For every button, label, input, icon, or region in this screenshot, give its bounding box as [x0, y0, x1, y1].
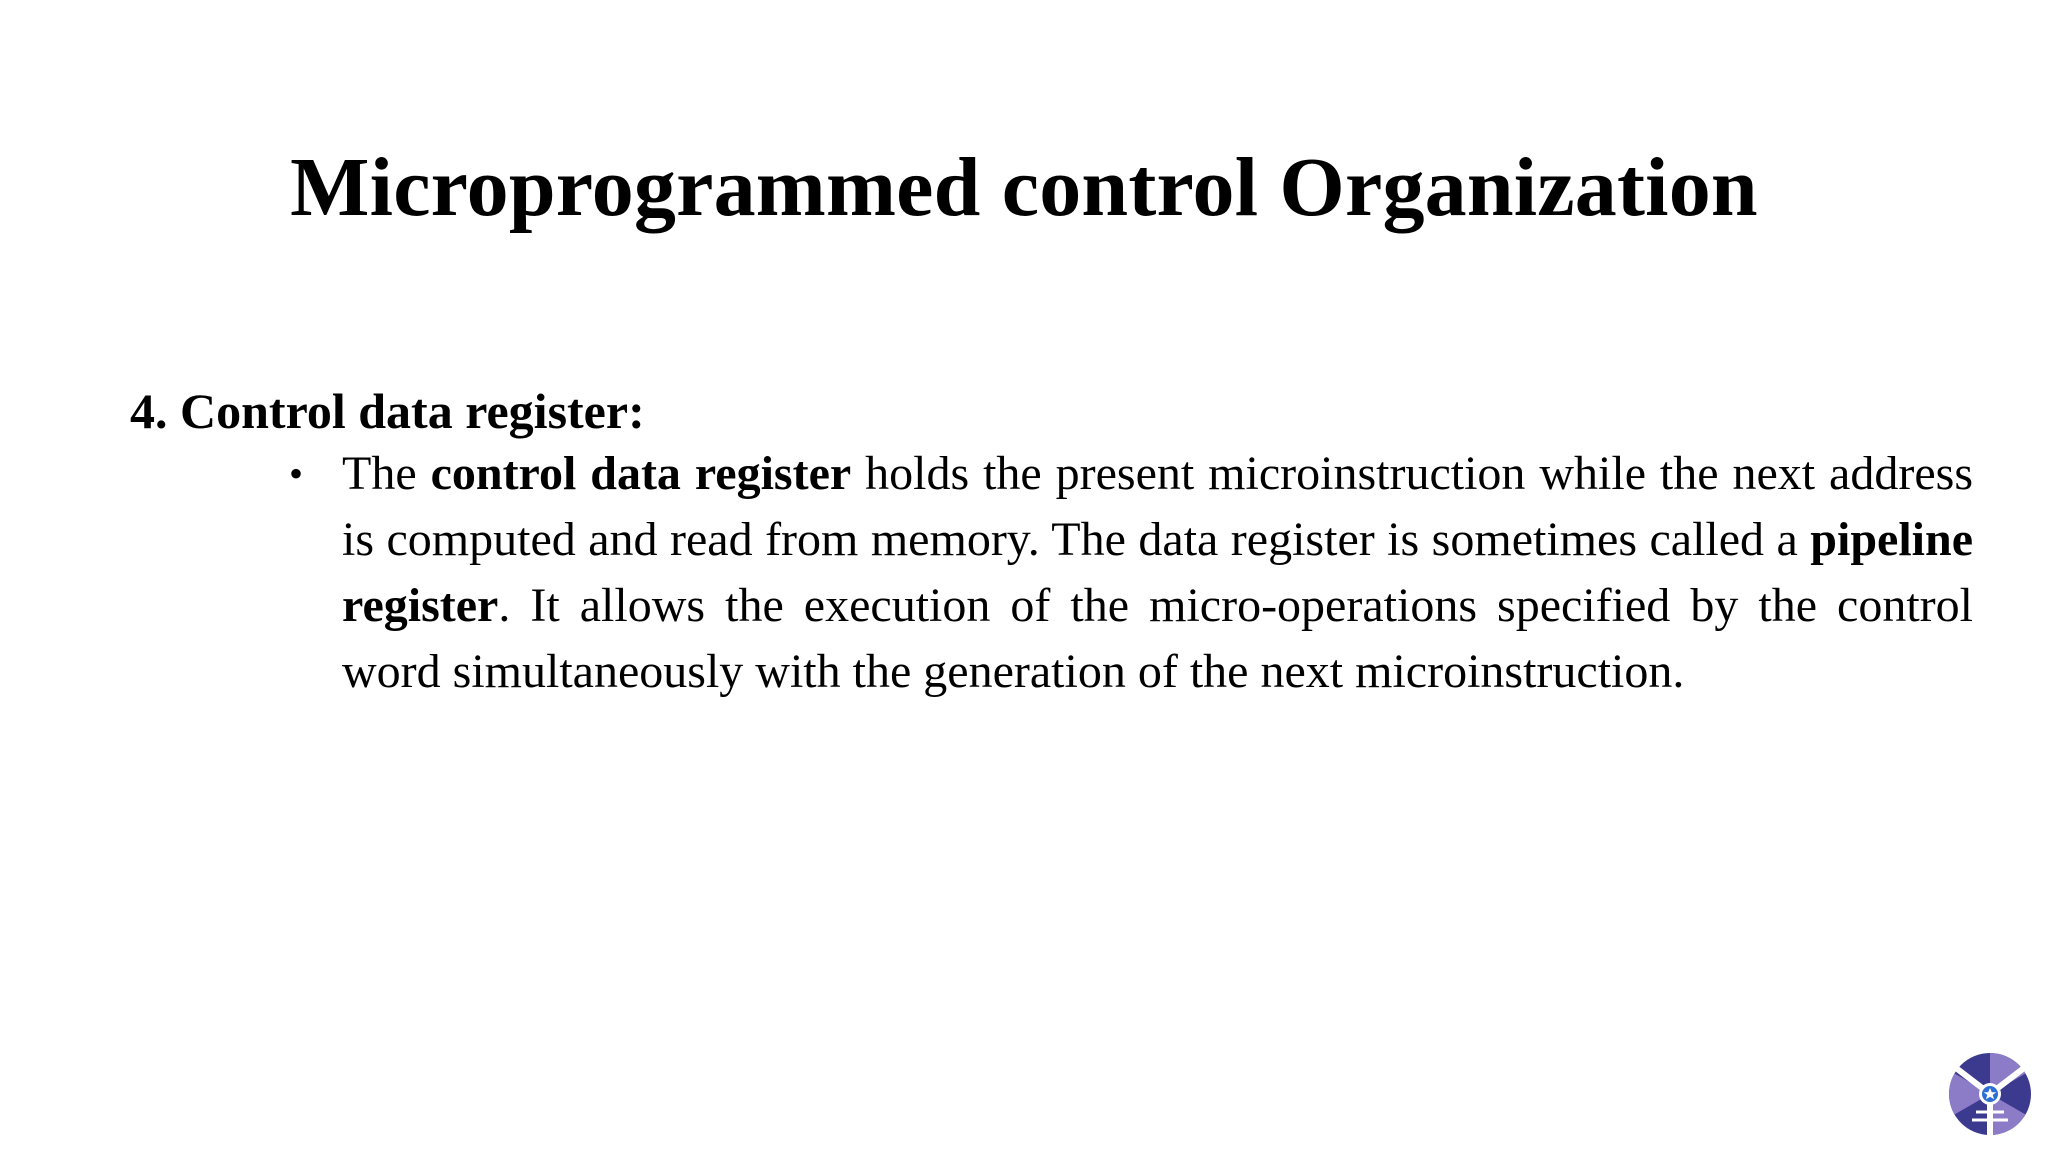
- slide-title: Microprogrammed control Organization: [290, 141, 1758, 234]
- bullet-text-segment: The: [342, 447, 431, 500]
- bullet-text-segment: . It allows the execution of the micro-operations specified by the control word simultaneously with the generation of the next microinstruction.: [342, 579, 1973, 698]
- emblem-graphic: [1946, 1050, 2034, 1138]
- bullet-list: [285, 441, 1973, 705]
- bold-term-control-data-register: control data register: [430, 447, 852, 500]
- university-emblem-icon: [1946, 1050, 2034, 1138]
- section-heading: 4. Control data register:: [130, 383, 645, 439]
- bold-term-pipeline-register: pipeline register: [342, 513, 1973, 632]
- bullet-item: [285, 441, 1973, 705]
- bullet-marker-icon: •: [289, 451, 304, 496]
- bullet-text-segment: holds the present microinstruction while the next address is computed and read from memory. The data register is sometimes called a: [342, 447, 1974, 566]
- bullet-text: [342, 447, 1973, 698]
